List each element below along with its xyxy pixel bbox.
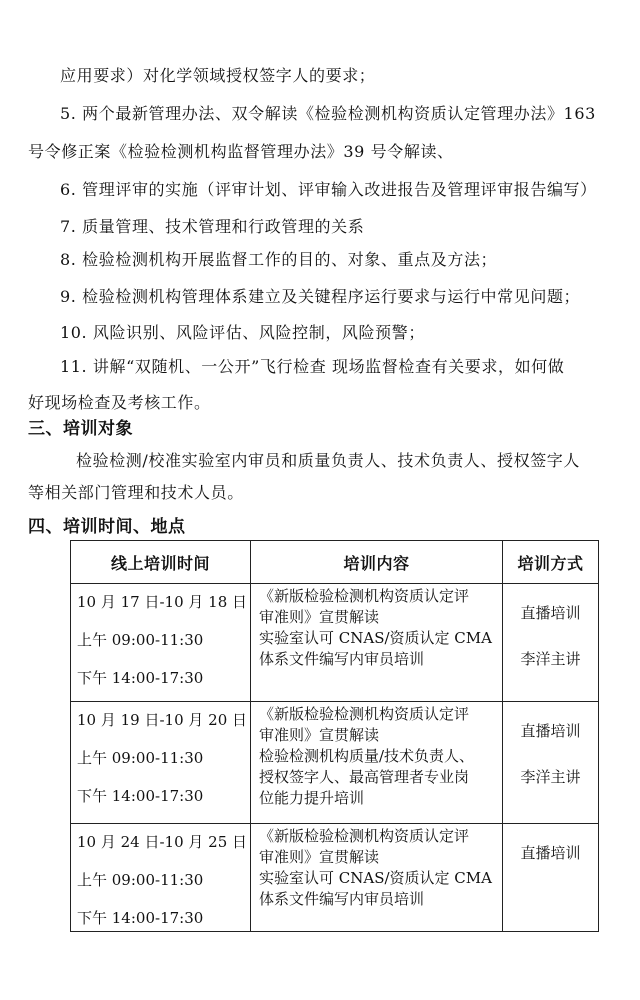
content-line: 《新版检验检测机构资质认定评 [259,587,470,605]
time-cell [71,824,251,932]
schedule-table [70,540,599,932]
header-content: 培训内容 [251,541,503,584]
list-item-10: 10. 风险识别、风险评估、风险控制，风险预警； [60,323,425,342]
mode-cell [503,824,599,932]
content-line: 位能力提升培训 [259,789,365,807]
content-cell [251,702,503,824]
content-line: 审准则》宣贯解读 [259,608,380,626]
list-item-8: 8. 检验检测机构开展监督工作的目的、对象、重点及方法； [60,250,498,269]
date-range: 10 月 17 日-10 月 18 日 [77,593,248,611]
content-line: 审准则》宣贯解读 [259,726,380,744]
list-item-5-continued: 号令修正案《检验检测机构监督管理办法》39 号令解读、 [28,142,454,161]
list-item-11-continued: 好现场检查及考核工作。 [28,393,211,412]
mode-livestream: 直播培训 [520,722,581,740]
trainees-line-continued: 等相关部门管理和技术人员。 [28,483,244,502]
mode-lecturer: 李洋主讲 [520,768,581,786]
table-row [71,584,599,702]
date-range: 10 月 24 日-10 月 25 日 [77,833,248,851]
content-line: 授权签字人、最高管理者专业岗 [259,768,470,786]
content-line: 体系文件编写内审员培训 [259,650,425,668]
afternoon-time: 下午 14:00-17:30 [77,669,204,687]
table-row [71,702,599,824]
time-cell [71,584,251,702]
mode-livestream: 直播培训 [520,844,581,862]
content-line: 实验室认可 CNAS/资质认定 CMA [259,629,492,647]
content-line: 审准则》宣贯解读 [259,848,380,866]
list-item-5: 5. 两个最新管理办法、双令解读《检验检测机构资质认定管理办法》163 [60,104,596,123]
morning-time: 上午 09:00-11:30 [77,871,204,889]
mode-cell [503,702,599,824]
mode-lecturer: 李洋主讲 [520,650,581,668]
list-item-9: 9. 检验检测机构管理体系建立及关键程序运行要求与运行中常见问题； [60,287,581,306]
section-heading-schedule: 四、培训时间、地点 [28,517,186,537]
trainees-line: 检验检测/校准实验室内审员和质量负责人、技术负责人、授权签字人 [76,451,580,470]
paragraph-line: 应用要求）对化学领域授权签字人的要求； [60,66,376,85]
list-item-11: 11. 讲解“双随机、一公开”飞行检查 现场监督检查有关要求，如何做 [60,357,565,376]
date-range: 10 月 19 日-10 月 20 日 [77,711,248,729]
header-mode: 培训方式 [503,541,599,584]
table-row [71,824,599,932]
section-heading-trainees: 三、培训对象 [28,419,133,439]
list-item-7: 7. 质量管理、技术管理和行政管理的关系 [60,217,365,236]
list-item-6: 6. 管理评审的实施（评审计划、评审输入改进报告及管理评审报告编写） [60,180,597,199]
morning-time: 上午 09:00-11:30 [77,749,204,767]
content-line: 检验检测机构质量/技术负责人、 [259,747,475,765]
mode-livestream: 直播培训 [520,604,581,622]
content-cell [251,824,503,932]
content-line: 实验室认可 CNAS/资质认定 CMA [259,869,492,887]
content-line: 《新版检验检测机构资质认定评 [259,705,470,723]
content-line: 体系文件编写内审员培训 [259,890,425,908]
mode-cell [503,584,599,702]
header-online-time: 线上培训时间 [71,541,251,584]
content-cell [251,584,503,702]
afternoon-time: 下午 14:00-17:30 [77,909,204,927]
table-header-row [71,541,599,584]
morning-time: 上午 09:00-11:30 [77,631,204,649]
afternoon-time: 下午 14:00-17:30 [77,787,204,805]
content-line: 《新版检验检测机构资质认定评 [259,827,470,845]
time-cell [71,702,251,824]
